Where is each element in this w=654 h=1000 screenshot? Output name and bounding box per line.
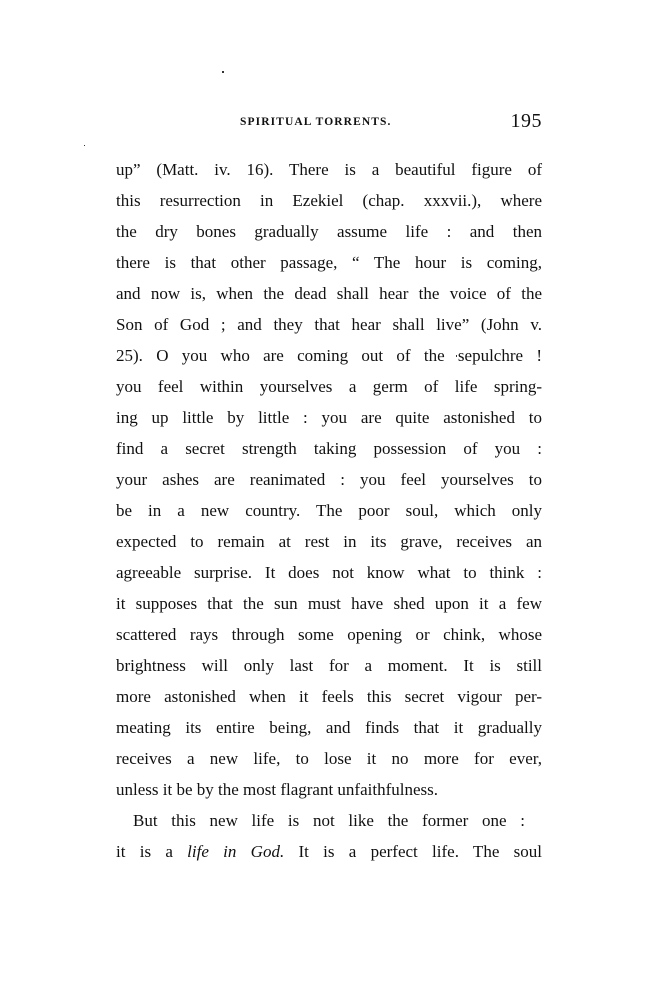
text-line-content: be in a new country. The poor soul, which only — [116, 501, 542, 520]
text-line-content: you feel within yourselves a germ of life spring- — [116, 377, 542, 396]
text-line — [116, 495, 542, 526]
text-line — [116, 185, 542, 216]
text-line-content: Son of God ; and they that hear shall live” (John v. — [116, 315, 542, 334]
page-number: 195 — [510, 110, 542, 132]
text-line-content — [116, 836, 542, 867]
text-line — [116, 247, 542, 278]
running-title: SPIRITUAL TORRENTS. — [240, 116, 392, 128]
text-line — [116, 743, 542, 774]
text-line-content: agreeable surprise. It does not know what to think : — [116, 563, 542, 582]
text-line-content: it supposes that the sun must have shed upon it a few — [116, 594, 542, 613]
running-head — [116, 110, 542, 136]
text-line — [116, 774, 542, 805]
text-line-content: unless it be by the most flagrant unfaithfulness. — [116, 780, 438, 799]
paragraph-1 — [116, 154, 542, 805]
text-run: it is a — [116, 842, 188, 861]
text-line-content: up” (Matt. iv. 16). There is a beautiful figure of — [116, 160, 542, 179]
text-line — [116, 154, 542, 185]
text-line-content: this resurrection in Ezekiel (chap. xxxvii.), where — [116, 191, 542, 210]
text-line-content: more astonished when it feels this secret vigour per- — [116, 687, 542, 706]
text-line — [116, 557, 542, 588]
text-line — [116, 836, 542, 867]
text-line-content: ing up little by little : you are quite astonished to — [116, 408, 542, 427]
text-line-content: But this new life is not like the former one : — [133, 811, 525, 830]
text-line — [116, 681, 542, 712]
text-line-content: and now is, when the dead shall hear the voice of the — [116, 284, 542, 303]
text-line — [116, 588, 542, 619]
text-line-content: expected to remain at rest in its grave, receives an — [116, 532, 542, 551]
text-line-content: 25). O you who are coming out of the sepulchre ! — [116, 346, 542, 365]
text-line-content: meating its entire being, and finds that it gradually — [116, 718, 542, 737]
text-line-content: brightness will only last for a moment. It is still — [116, 656, 542, 675]
text-line — [116, 278, 542, 309]
text-line — [116, 650, 542, 681]
paragraph-2 — [116, 805, 542, 867]
text-line — [116, 526, 542, 557]
text-line-content: find a secret strength taking possession of you : — [116, 439, 542, 458]
text-line — [116, 216, 542, 247]
text-line — [116, 340, 542, 371]
text-line — [116, 619, 542, 650]
text-run: It is a perfect life. The soul — [284, 842, 542, 861]
text-line-content: scattered rays through some opening or chink, whose — [116, 625, 542, 644]
scan-speck — [222, 71, 224, 73]
body-text — [116, 154, 542, 867]
text-line-content: receives a new life, to lose it no more for ever, — [116, 749, 542, 768]
scan-speck — [84, 145, 85, 146]
text-line — [116, 402, 542, 433]
text-line — [116, 464, 542, 495]
text-line — [116, 371, 542, 402]
italic-phrase: life in God. — [187, 842, 285, 861]
text-line — [116, 712, 542, 743]
text-line-content: your ashes are reanimated : you feel yourselves to — [116, 470, 542, 489]
text-line-content: there is that other passage, “ The hour is coming, — [116, 253, 542, 272]
text-line — [116, 309, 542, 340]
text-line-content: the dry bones gradually assume life : and then — [116, 222, 542, 241]
text-line — [116, 805, 542, 836]
text-line — [116, 433, 542, 464]
